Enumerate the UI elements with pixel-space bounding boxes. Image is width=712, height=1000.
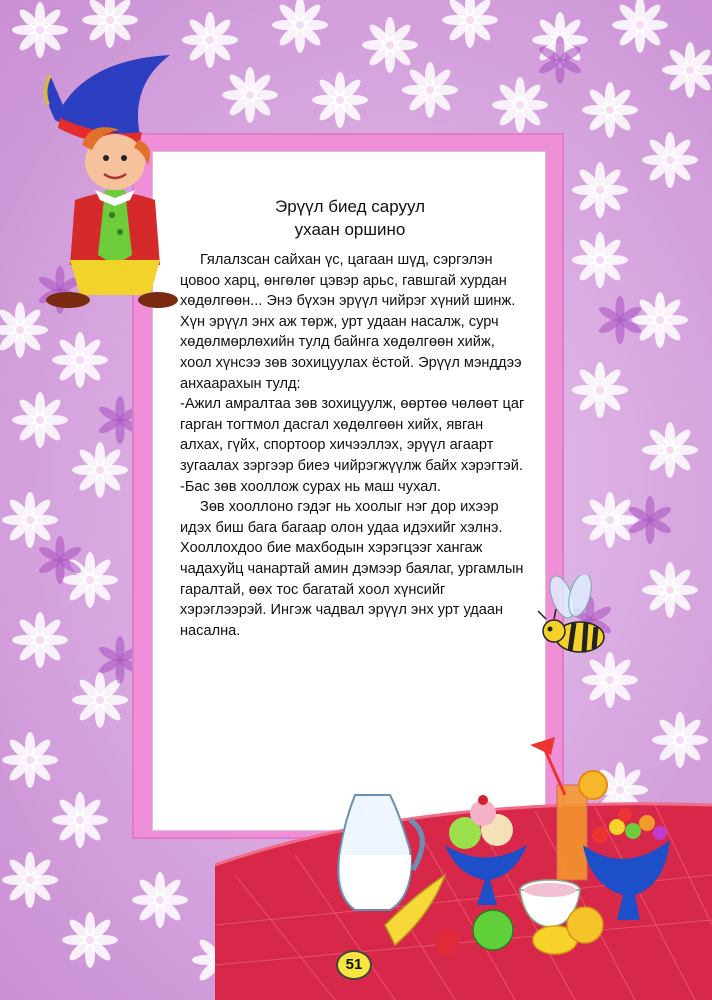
paragraph-exercise: -Ажил амралтаа зөв зохицуулж, өөртөө чөлөөт цаг гарган тогтмол дасгал хөдөлгөөн хийх, явган алхах, гүйх, спортоор хичээллэх, эрүүл агаарт зугаалах зэргээр биеэ чийрэгжүүлж байх хэрэгтэй. xyxy=(180,396,525,474)
title-line-2: ухаан оршино xyxy=(294,220,406,239)
food-table-illustration xyxy=(215,725,712,1000)
paragraph-nutrition: -Бас зөв хооллож сурах нь маш чухал. xyxy=(180,478,441,495)
title-line-1: Эрүүл биед саруул xyxy=(274,197,426,216)
boy-character-illustration xyxy=(20,50,180,310)
article-body xyxy=(180,250,530,641)
paragraph-eating: Зөв хооллоно гэдэг нь хоолыг нэг дор ихээр идэх биш бага багаар олон удаа идэхийг хэлнэ. Хооллохдоо бие махбодын хэрэгцээг хангаж чадахуйц чанартай амин дэмээр баялаг, ургамлын гаралтай, өөх тос багатай хоол хүнсийг хэрэглээрэй. Ингэж чадвал эрүүл энх урт удаан насална. xyxy=(180,499,524,639)
page-number-badge: 51 xyxy=(336,950,372,980)
paragraph-intro: Гялалзсан сайхан үс, цагаан шүд, сэргэлэн цовоо харц, өнгөлөг цэвэр арьс, гавшгай хурдан хөдөлгөөн... Энэ бүхэн эрүүл чийрэг хүний шинж. Хүн эрүүл энх аж төрж, урт удаан насалж, сурч хөдөлмөрлөхийн тулд байнга хөдөлгөөн хийж, хоол хүнсээ зөв зохицуулах ёстой. Эрүүл мэнддээ анхаарахын тулд: xyxy=(180,252,522,392)
bee-illustration xyxy=(530,575,610,665)
article-title xyxy=(190,195,510,241)
